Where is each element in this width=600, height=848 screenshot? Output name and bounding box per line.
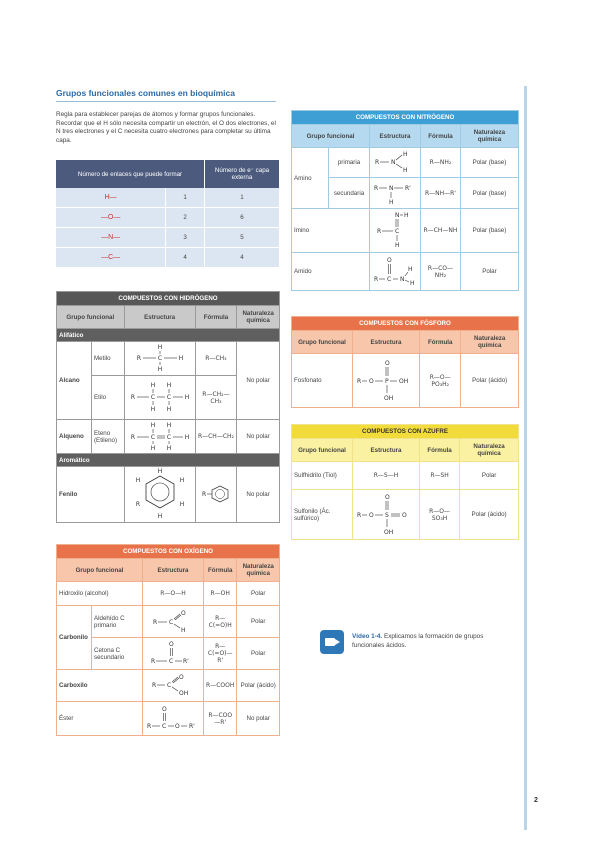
aldehyde-formula: R—C(=O)H — [204, 606, 237, 638]
svg-text:R: R — [374, 275, 379, 283]
bonds-table — [56, 160, 280, 268]
secondary-label: secundaria — [329, 178, 370, 209]
svg-text:C: C — [150, 393, 155, 401]
primary-label: primaria — [329, 148, 370, 178]
hydroxyl-label: Hidroxilo (alcohol) — [57, 582, 143, 606]
imine-nature: Polar (base) — [460, 209, 518, 253]
thiol-formula: R—SH — [420, 462, 460, 490]
bonds-header: Número de enlaces que puede formar — [56, 160, 205, 188]
col-formula: Fórmula — [421, 125, 461, 148]
secondary-structure — [370, 178, 421, 209]
svg-text:C: C — [157, 354, 162, 362]
ethyl-formula: R—CH₂—CH₃ — [195, 376, 237, 420]
svg-text:H: H — [150, 405, 155, 413]
ester-structure-svg — [145, 704, 201, 732]
phosphorus-table — [291, 316, 519, 408]
table-row — [56, 188, 280, 208]
carboxyl-structure-svg — [150, 672, 196, 698]
svg-text:H: H — [157, 467, 162, 475]
video-camera-icon[interactable] — [320, 630, 344, 654]
col-group: Grupo funcional — [292, 331, 353, 354]
primary-amine-svg — [373, 149, 417, 175]
carboxyl-nature: Polar (ácido) — [237, 670, 280, 702]
col-nature: Naturaleza química — [460, 125, 518, 148]
symbol-cell: H— — [56, 188, 166, 208]
aldehyde-nature: Polar — [237, 606, 280, 638]
col-structure: Estructura — [124, 306, 195, 329]
svg-text:R: R — [135, 500, 140, 508]
svg-text:C: C — [395, 227, 400, 235]
col-formula: Fórmula — [420, 439, 460, 462]
hydroxyl-nature: Polar — [237, 582, 280, 606]
phosphate-nature: Polar (ácido) — [461, 354, 519, 408]
aldehyde-structure — [143, 606, 204, 638]
svg-text:C: C — [162, 722, 167, 730]
symbol-cell: —O— — [56, 208, 166, 228]
nitrogen-table — [291, 110, 519, 291]
ketone-formula: R—C(=O)—R' — [204, 638, 237, 670]
svg-text:H: H — [181, 626, 186, 634]
aliphatic-label: Alifático — [57, 329, 280, 342]
secondary-amine-svg — [372, 178, 418, 206]
alkene-formula: R—CH—CH₂ — [195, 420, 237, 454]
svg-text:O: O — [175, 722, 180, 730]
svg-text:R': R' — [405, 185, 411, 192]
col-nature: Naturaleza química — [237, 559, 280, 582]
svg-text:H: H — [404, 211, 409, 219]
sulfonate-structure-svg — [355, 492, 417, 536]
alkane-nature: No polar — [237, 342, 280, 420]
svg-text:H: H — [157, 512, 162, 520]
svg-text:H: H — [166, 381, 171, 389]
imine-formula: R—CH—NH — [421, 209, 461, 253]
svg-text:R: R — [377, 227, 382, 235]
hydroxyl-structure: R—O—H — [143, 582, 204, 606]
aldehyde-label: Aldehído C primario — [92, 606, 143, 638]
alkene-nature: No polar — [237, 420, 280, 454]
svg-text:R: R — [375, 158, 380, 166]
symbol-cell: —N— — [56, 228, 166, 248]
hydrogen-table — [56, 291, 280, 523]
table-row — [56, 248, 280, 268]
amide-formula: R—CO—NH₂ — [421, 253, 461, 291]
svg-text:H: H — [179, 500, 184, 508]
svg-text:O: O — [385, 359, 390, 367]
amide-structure — [370, 253, 421, 291]
carbonyl-label: Carbonilo — [57, 606, 92, 670]
svg-text:O: O — [387, 256, 392, 264]
svg-text:H: H — [184, 433, 189, 441]
svg-text:H: H — [410, 279, 415, 287]
col-group: Grupo funcional — [292, 125, 370, 148]
col-structure: Estructura — [143, 559, 204, 582]
svg-text:C: C — [150, 433, 155, 441]
ethene-label: Eteno (Etileno) — [92, 420, 125, 454]
ethene-structure-svg — [127, 421, 193, 451]
col-nature: Naturaleza química — [237, 306, 280, 329]
phosphate-structure-svg — [355, 358, 417, 402]
nitrogen-title: COMPUESTOS CON NITRÓGENO — [292, 111, 519, 125]
svg-text:H: H — [150, 421, 155, 429]
svg-text:C: C — [169, 657, 174, 665]
video-note[interactable] — [320, 630, 505, 660]
methyl-structure-svg — [131, 343, 189, 373]
svg-text:R': R' — [183, 657, 189, 665]
col-formula: Fórmula — [420, 331, 461, 354]
carboxyl-formula: R—COOH — [204, 670, 237, 702]
sulfur-title: COMPUESTOS CON AZUFRE — [292, 425, 519, 439]
sulfonate-structure — [353, 490, 420, 540]
svg-text:P: P — [385, 377, 389, 385]
svg-text:N: N — [389, 185, 394, 192]
svg-text:O: O — [181, 609, 186, 617]
ethyl-structure-svg — [127, 380, 193, 414]
phenyl-nature: No polar — [237, 467, 280, 523]
table-row — [56, 208, 280, 228]
svg-text:H: H — [150, 381, 155, 389]
video-text — [352, 633, 507, 650]
primary-structure — [370, 148, 421, 178]
bonds-cell: 1 — [166, 188, 205, 208]
electrons-cell: 4 — [205, 248, 280, 268]
col-nature: Naturaleza química — [460, 439, 519, 462]
imine-structure-svg — [375, 211, 415, 249]
svg-text:R: R — [136, 354, 141, 362]
svg-text:H: H — [179, 476, 184, 484]
svg-text:R: R — [374, 185, 379, 192]
ester-nature: No polar — [237, 702, 280, 736]
svg-text:H: H — [157, 343, 162, 351]
oxygen-title: COMPUESTOS CON OXÍGENO — [57, 545, 280, 559]
bonds-cell: 2 — [166, 208, 205, 228]
bonds-cell: 3 — [166, 228, 205, 248]
thiol-label: Sulfhidrilo (Tiol) — [292, 462, 353, 490]
margin-rule — [524, 86, 527, 830]
phenyl-label: Fenilo — [57, 467, 125, 523]
svg-text:R: R — [201, 490, 207, 498]
electrons-cell: 1 — [205, 188, 280, 208]
svg-text:N: N — [391, 158, 396, 166]
svg-text:OH: OH — [399, 377, 409, 385]
svg-text:H: H — [166, 421, 171, 429]
ester-structure — [143, 702, 204, 736]
svg-text:H: H — [150, 444, 155, 451]
carboxyl-label: Carboxilo — [57, 670, 143, 702]
title-underline — [56, 101, 276, 102]
svg-text:R: R — [151, 657, 156, 665]
col-group: Grupo funcional — [292, 439, 353, 462]
phenyl-structure — [124, 467, 195, 523]
ester-formula: R—COO—R' — [204, 702, 237, 736]
col-formula: Fórmula — [204, 559, 237, 582]
svg-text:H: H — [178, 354, 183, 362]
svg-text:R: R — [130, 433, 135, 441]
svg-text:OH: OH — [179, 689, 189, 697]
sulfonate-nature: Polar (ácido) — [460, 490, 519, 540]
thiol-structure: R—S—H — [353, 462, 420, 490]
table-row — [56, 228, 280, 248]
svg-text:H: H — [135, 476, 140, 484]
ethyl-structure — [124, 376, 195, 420]
col-structure: Estructura — [370, 125, 421, 148]
sulfur-table — [291, 424, 519, 540]
ethene-structure — [124, 420, 195, 454]
svg-text:H: H — [166, 444, 171, 451]
phenyl-formula — [195, 467, 237, 523]
svg-text:O: O — [169, 640, 174, 648]
bonds-cell: 4 — [166, 248, 205, 268]
phosphorus-title: COMPUESTOS CON FÓSFORO — [292, 317, 519, 331]
sulfonate-label: Sulfonilo (Ác. sulfúrico) — [292, 490, 353, 540]
svg-text:R: R — [357, 511, 362, 519]
svg-text:H: H — [157, 365, 162, 373]
page-number: 2 — [534, 797, 538, 804]
methyl-structure — [124, 342, 195, 376]
svg-text:C: C — [166, 433, 171, 441]
col-group: Grupo funcional — [57, 559, 143, 582]
video-label: Vídeo 1-4. — [352, 633, 383, 640]
primary-formula: R—NH₂ — [421, 148, 461, 178]
amide-nature: Polar — [460, 253, 518, 291]
amide-label: Amido — [292, 253, 370, 291]
aromatic-label: Aromático — [57, 454, 280, 467]
svg-text:O: O — [385, 493, 390, 501]
sulfonate-formula: R—O—SO₃H — [420, 490, 460, 540]
svg-text:R: R — [147, 722, 152, 730]
svg-text:N: N — [400, 275, 405, 283]
svg-text:O: O — [369, 511, 374, 519]
ketone-nature: Polar — [237, 638, 280, 670]
imine-label: Imino — [292, 209, 370, 253]
svg-text:R: R — [153, 618, 158, 626]
col-structure: Estructura — [353, 331, 420, 354]
svg-text:H: H — [166, 405, 171, 413]
hydrogen-title: COMPUESTOS CON HIDRÓGENO — [57, 292, 280, 306]
svg-text:R: R — [152, 681, 157, 689]
ethyl-label: Etilo — [92, 376, 125, 420]
alkane-label: Alcano — [57, 342, 92, 420]
ketone-structure-svg — [149, 639, 197, 667]
carboxyl-structure — [143, 670, 204, 702]
amine-label: Amino — [292, 148, 329, 209]
primary-nature: Polar (base) — [460, 148, 518, 178]
svg-text:H: H — [395, 241, 400, 249]
svg-text:R: R — [130, 393, 135, 401]
svg-text:N: N — [395, 211, 400, 219]
phenyl-ring-icon — [198, 479, 234, 509]
amide-structure-svg — [372, 255, 418, 287]
svg-text:H: H — [403, 166, 408, 174]
methyl-formula: R—CH₃ — [195, 342, 237, 376]
svg-text:R: R — [357, 377, 362, 385]
svg-text:C: C — [167, 681, 172, 689]
svg-text:O: O — [179, 673, 184, 681]
intro-paragraph: Regla para establecer parejas de átomos y formar grupos funcionales. Recordar que el H sólo necesita compartir un electrón, el O dos electrones, el N tres electrones y el C necesita cuatro electrones para completar su última capa. — [56, 111, 276, 144]
svg-text:C: C — [169, 618, 174, 626]
svg-text:O: O — [369, 377, 374, 385]
svg-text:C: C — [166, 393, 171, 401]
symbol-cell: —C— — [56, 248, 166, 268]
svg-text:O: O — [402, 511, 407, 519]
phosphate-label: Fosfonato — [292, 354, 353, 408]
imine-structure — [370, 209, 421, 253]
svg-text:H: H — [184, 393, 189, 401]
ester-label: Éster — [57, 702, 143, 736]
electrons-cell: 5 — [205, 228, 280, 248]
svg-text:S: S — [385, 511, 389, 519]
svg-text:OH: OH — [384, 528, 394, 536]
svg-text:H: H — [389, 199, 394, 206]
svg-text:OH: OH — [384, 394, 394, 402]
phosphate-structure — [353, 354, 420, 408]
phosphate-formula: R—O—PO₃H₂ — [420, 354, 461, 408]
ketone-label: Cetona C secundario — [92, 638, 143, 670]
col-formula: Fórmula — [195, 306, 237, 329]
benzene-ring-icon — [130, 468, 190, 520]
svg-text:H: H — [408, 265, 413, 273]
svg-text:R': R' — [189, 722, 195, 730]
electrons-cell: 6 — [205, 208, 280, 228]
oxygen-table — [56, 544, 280, 736]
col-nature: Naturaleza química — [461, 331, 519, 354]
aldehyde-structure-svg — [151, 608, 195, 634]
svg-text:H: H — [403, 150, 408, 158]
col-group: Grupo funcional — [57, 306, 125, 329]
secondary-nature: Polar (base) — [460, 178, 518, 209]
hydroxyl-formula: R—OH — [204, 582, 237, 606]
thiol-nature: Polar — [460, 462, 519, 490]
alkene-label: Alqueno — [57, 420, 92, 454]
ketone-structure — [143, 638, 204, 670]
methyl-label: Metilo — [92, 342, 125, 376]
col-structure: Estructura — [353, 439, 420, 462]
svg-text:O: O — [162, 705, 167, 713]
svg-text:C: C — [387, 275, 392, 283]
video-description: Explicamos la formación de grupos funcionales ácidos. — [352, 633, 484, 649]
electrons-header: Número de e⁻ capa externa — [205, 160, 280, 188]
section-title: Grupos funcionales comunes en bioquímica — [56, 88, 236, 98]
secondary-formula: R—NH—R' — [421, 178, 461, 209]
